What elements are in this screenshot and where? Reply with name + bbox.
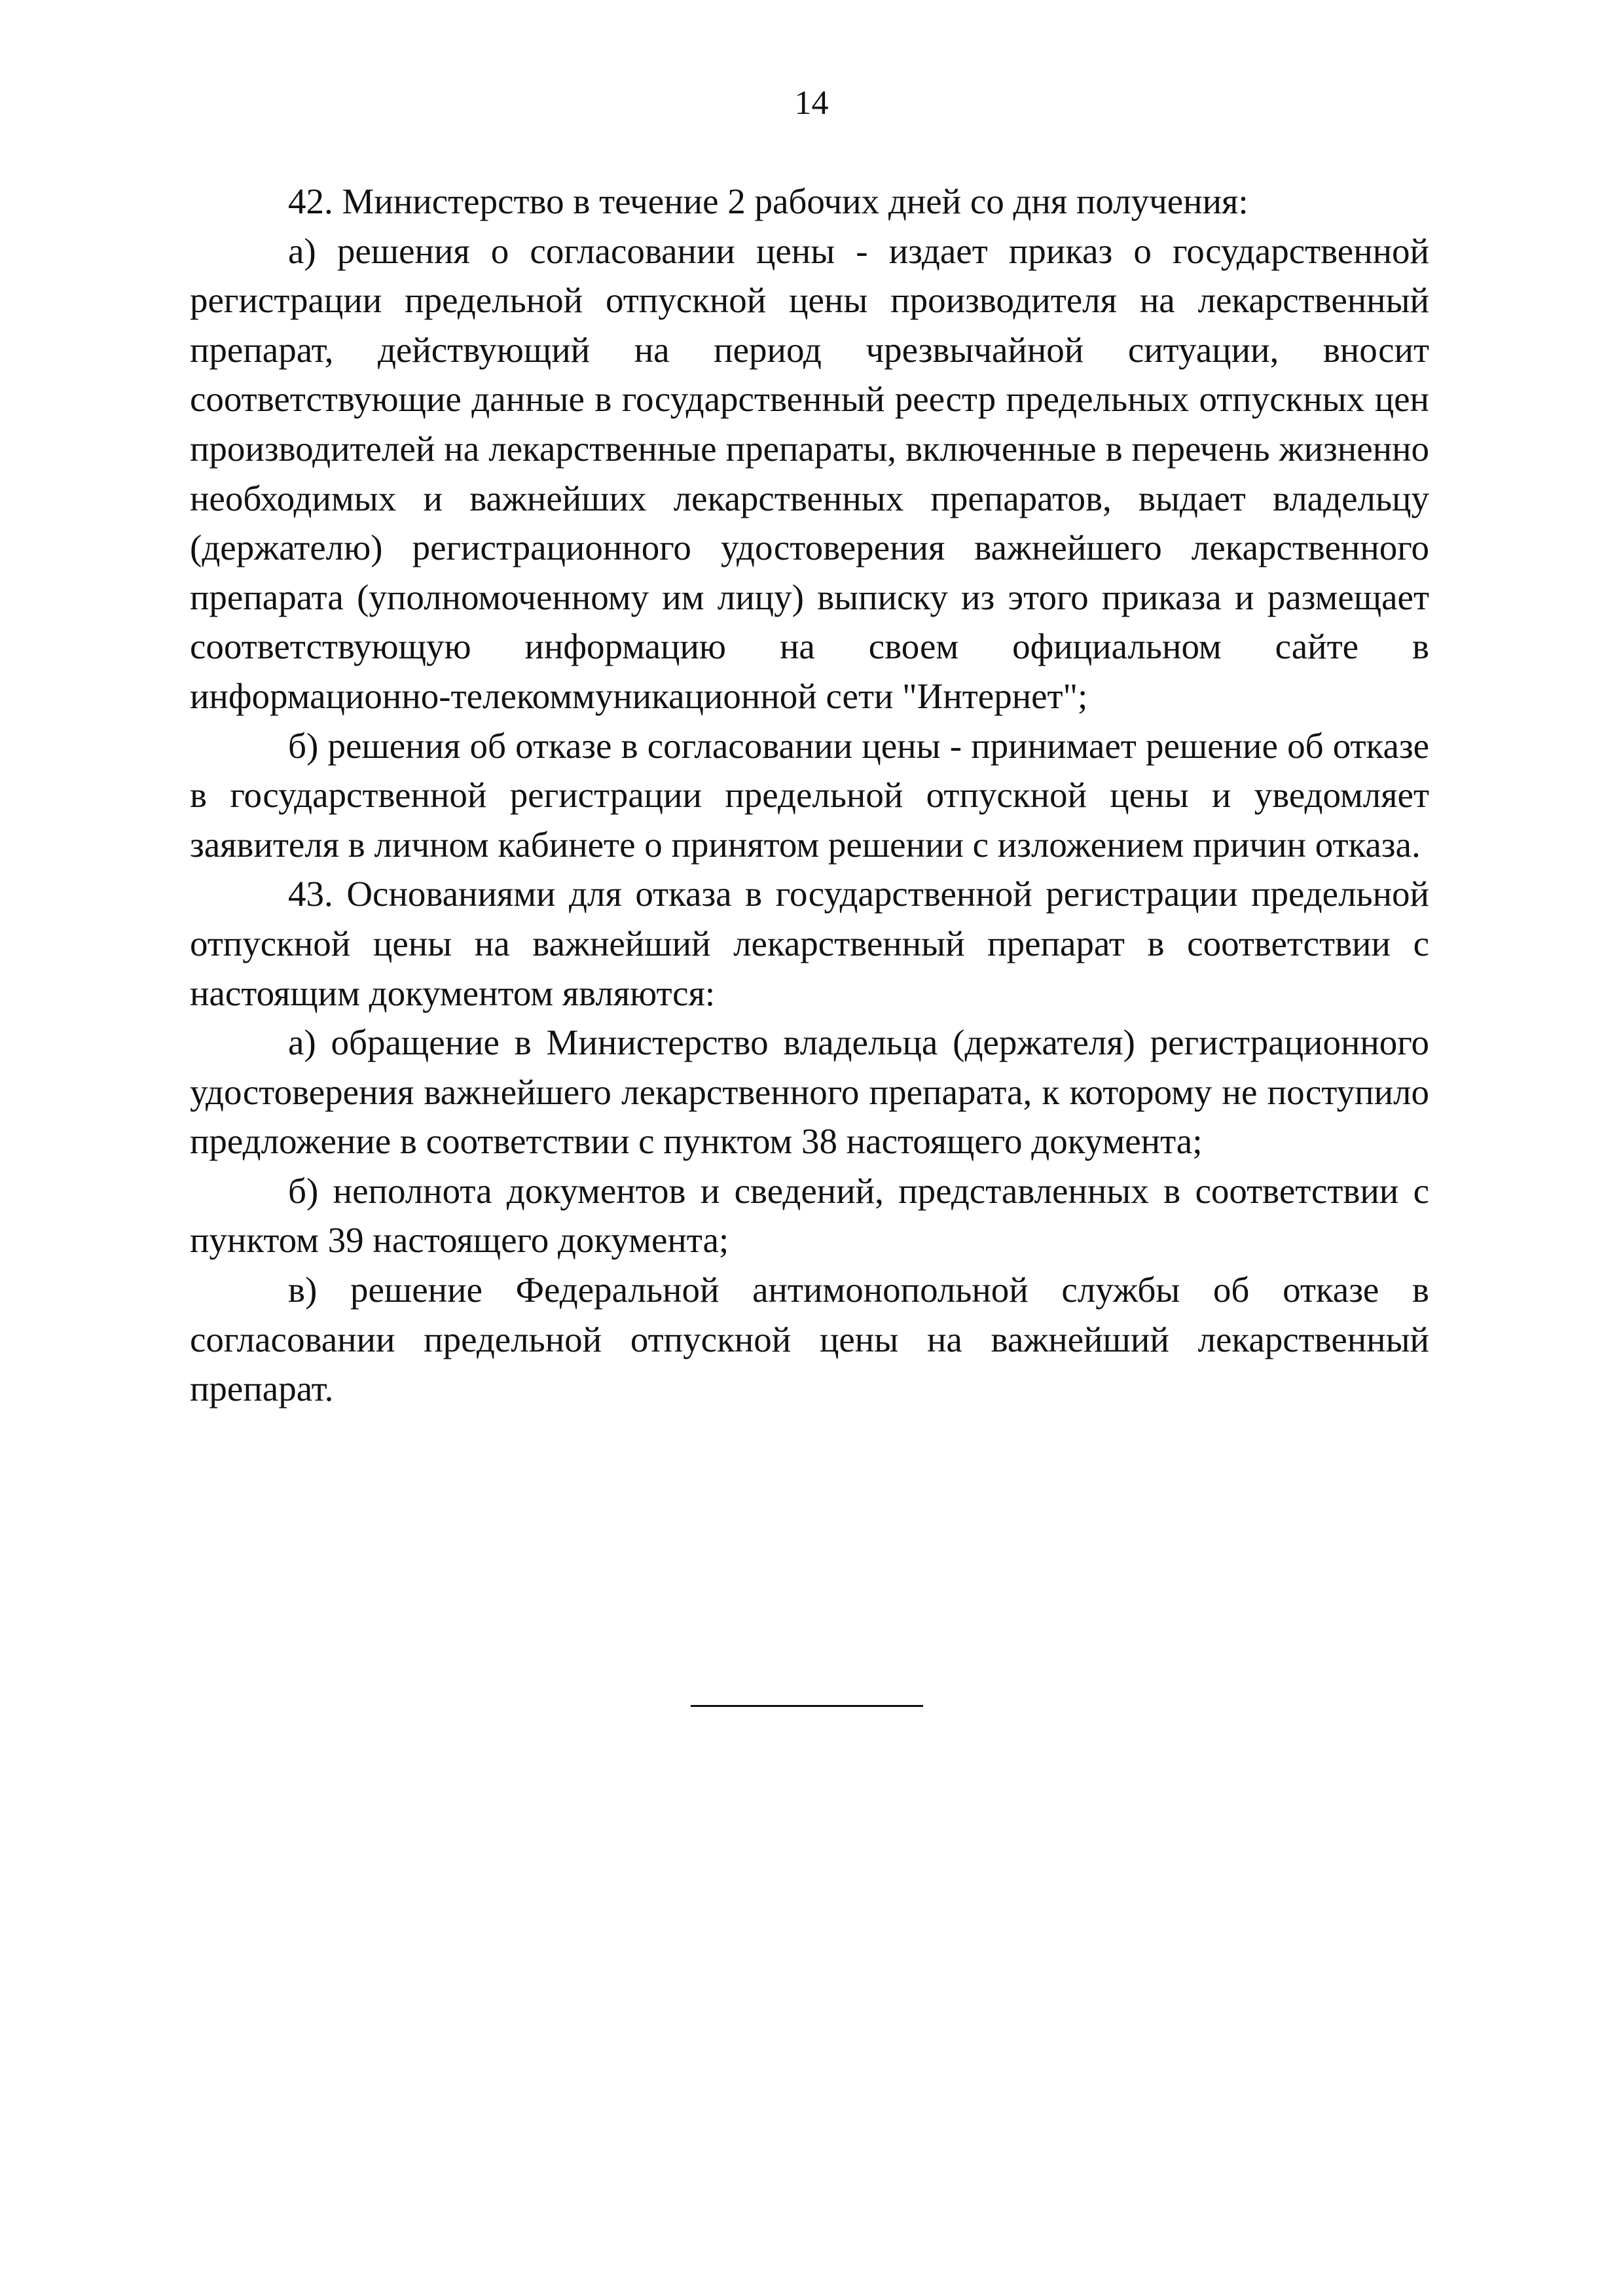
paragraph-43-intro: 43. Основаниями для отказа в государственной регистрации предельной отпускной цены на важнейший лекарственный препарат в соответствии с настоящим документом являются: (190, 874, 1429, 1013)
page-number: 14 (794, 84, 829, 122)
paragraph-43-a: а) обращение в Министерство владельца (держателя) регистрационного удостоверения важнейшего лекарственного препарата, к которому не поступило предложение в соответствии с пунктом 38 настоящего документа; (190, 1022, 1429, 1162)
document-body (190, 177, 1429, 1414)
end-separator-line (691, 1705, 923, 1707)
paragraph-42-a: а) решения о согласовании цены - издает приказ о государственной регистрации предельной отпускной цены производителя на лекарственный препарат, действующий на период чрезвычайной ситуации, вносит соответствующие данные в государственный реестр предельных отпускных цен производителей на лекарственные препараты, включенные в перечень жизненно необходимых и важнейших лекарственных препаратов, выдает владельцу (держателю) регистрационного удостоверения важнейшего лекарственного препарата (уполномоченному им лицу) выписку из этого приказа и размещает соответствующую информацию на своем официальном сайте в информационно-телекоммуникационной сети "Интернет"; (190, 230, 1429, 716)
paragraph-43-b: б) неполнота документов и сведений, представленных в соответствии с пунктом 39 настоящего документа; (190, 1170, 1429, 1261)
paragraph-43-c: в) решение Федеральной антимонопольной службы об отказе в согласовании предельной отпускной цены на важнейший лекарственный препарат. (190, 1270, 1429, 1409)
paragraph-42-b: б) решения об отказе в согласовании цены - принимает решение об отказе в государственной регистрации предельной отпускной цены и уведомляет заявителя в личном кабинете о принятом решении с изложением причин отказа. (190, 725, 1429, 865)
paragraph-42-intro: 42. Министерство в течение 2 рабочих дней со дня получения: (288, 181, 1249, 221)
